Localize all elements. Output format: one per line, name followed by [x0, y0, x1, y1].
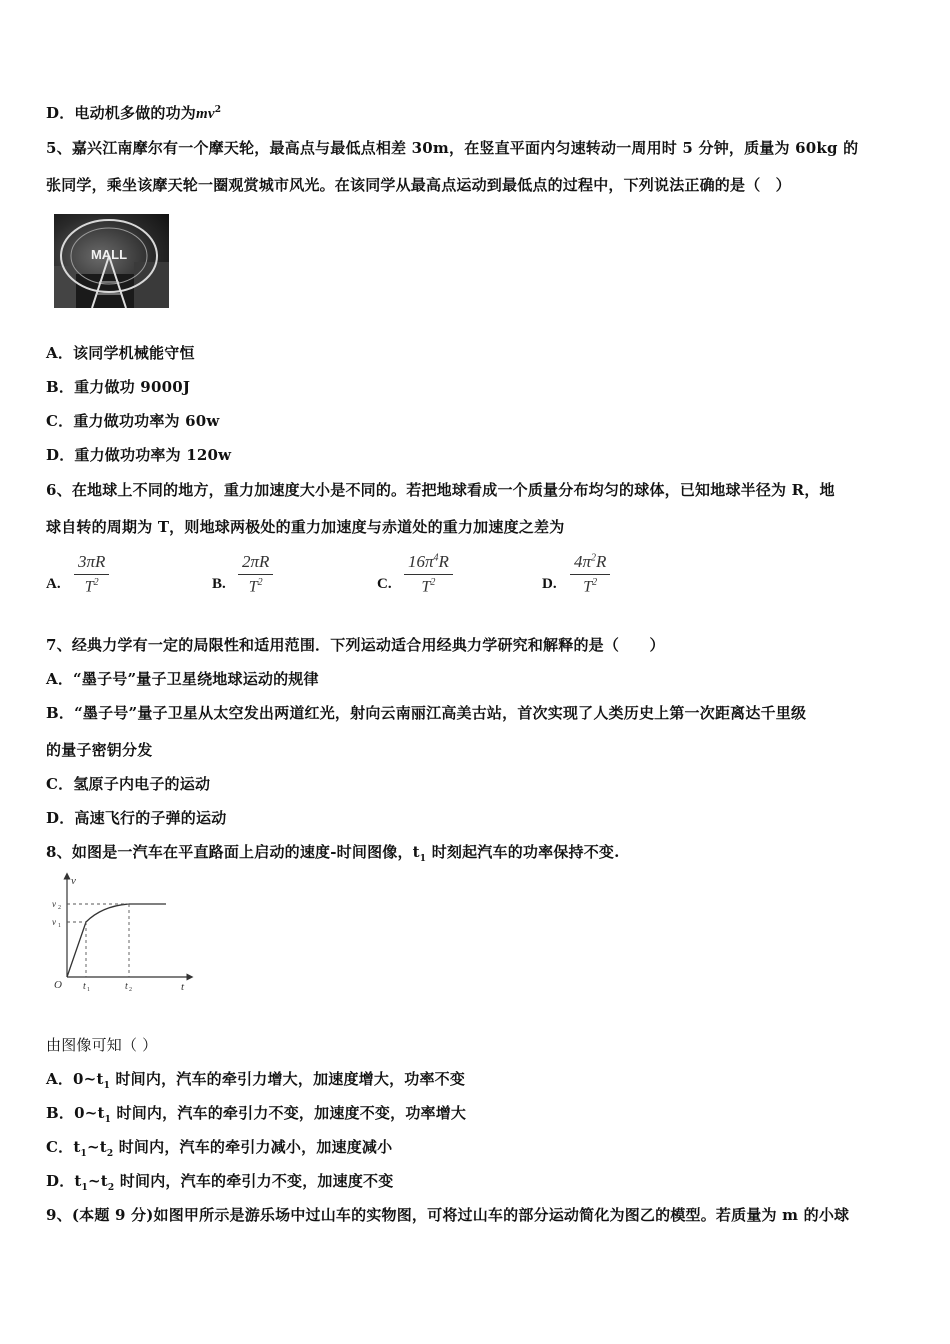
t1-label-sub: 1 [87, 987, 90, 993]
q7-option-a: A．“墨子号”量子卫星绕地球运动的规律 [46, 670, 319, 688]
den-sup: 2 [592, 577, 598, 588]
num-sup: 2 [591, 552, 597, 564]
v2-label: v [52, 899, 56, 909]
q5-stem-line1: 5、嘉兴江南摩尔有一个摩天轮，最高点与最低点相差 30m，在竖直平面内匀速转动一周用时 5 分钟，质量为 60kg 的 [46, 139, 859, 157]
q4-option-d-text: D．电动机多做的功为 [46, 104, 197, 122]
velocity-time-graph [44, 870, 204, 996]
q8-stem-sub: 1 [419, 854, 427, 864]
num-sup: 4 [433, 552, 439, 564]
num-tail: R [596, 552, 607, 571]
q6-option-a-label: A. [46, 576, 61, 592]
q4-option-d-sup: 2 [214, 105, 222, 115]
q6-option-d-fraction [570, 552, 610, 596]
q8-option-a [46, 1068, 465, 1091]
q8-b-post: 时间内，汽车的牵引力不变，加速度不变，功率增大 [111, 1104, 467, 1122]
q8-option-b [46, 1102, 466, 1125]
velocity-curve [67, 904, 166, 977]
q8-stem [46, 841, 620, 864]
q4-option-d-expr: mv [196, 106, 215, 122]
q6-option-b-denominator [238, 575, 273, 596]
q5-option-b: B．重力做功 9000J [46, 378, 191, 396]
t1-label: t [83, 981, 86, 992]
q8-stem-pre: 8、如图是一汽车在平直路面上启动的速度-时间图像，t [46, 843, 420, 861]
ferris-wheel-photo [54, 214, 169, 308]
den-t: T [84, 578, 94, 596]
q6-option-b-label: B. [212, 576, 226, 592]
den-sup: 2 [257, 577, 263, 588]
v2-label-sub: 2 [58, 905, 61, 911]
q6-option-b-fraction [238, 552, 273, 596]
q6-option-a-fraction [74, 552, 109, 596]
den-t: T [583, 578, 593, 596]
q6-option-d-denominator [570, 575, 610, 596]
q6-option-a-numerator: 3πR [74, 552, 109, 575]
q8-c-mid: ~t [86, 1138, 107, 1156]
q9-stem-line1: 9、(本题 9 分)如图甲所示是游乐场中过山车的实物图，可将过山车的部分运动简化为图乙的模型。若质量为 m 的小球 [46, 1206, 850, 1224]
q4-option-d [46, 102, 221, 123]
q6-option-d-numerator [570, 552, 610, 575]
q8-a-pre: A．0~t [46, 1070, 104, 1088]
num-main: 16π [408, 552, 434, 571]
q6-option-c-denominator [404, 575, 453, 596]
q8-c-post: 时间内，汽车的牵引力减小，加速度减小 [113, 1138, 393, 1156]
q8-d-sub1: 1 [81, 1183, 89, 1193]
t2-label: t [125, 981, 128, 992]
v1-label-sub: 1 [58, 923, 61, 929]
q8-d-sub2: 2 [107, 1183, 115, 1193]
q6-option-d-label: D. [542, 576, 557, 592]
num-main: 4π [574, 552, 592, 571]
q8-c-pre: C．t [46, 1138, 81, 1156]
v1-label: v [52, 917, 56, 927]
q8-d-post: 时间内，汽车的牵引力不变，加速度不变 [114, 1172, 394, 1190]
num-tail: R [438, 552, 449, 571]
q6-option-c-numerator [404, 552, 453, 575]
q6-option-a-denominator [74, 575, 109, 596]
mall-sign: MALL [90, 247, 128, 262]
q8-b-pre: B．0~t [46, 1104, 105, 1122]
origin-label: O [54, 979, 62, 991]
q6-option-c-label: C. [377, 576, 392, 592]
den-sup: 2 [430, 577, 436, 588]
q6-option-c-fraction [404, 552, 453, 596]
q7-stem: 7、经典力学有一定的局限性和适用范围．下列运动适合用经典力学研究和解释的是（ ） [46, 636, 665, 654]
t-axis-label: t [181, 981, 185, 993]
den-sup: 2 [93, 577, 99, 588]
q5-option-c: C．重力做功功率为 60w [46, 412, 220, 430]
q8-d-pre: D．t [46, 1172, 82, 1190]
q6-option-b-numerator: 2πR [238, 552, 273, 575]
q8-a-sub: 1 [103, 1081, 111, 1091]
q5-stem-line2: 张同学，乘坐该摩天轮一圈观赏城市风光。在该同学从最高点运动到最低点的过程中，下列说法正确的是（ ） [46, 176, 791, 194]
q8-c-sub1: 1 [80, 1149, 87, 1159]
q8-sub-stem: 由图像可知（ ） [46, 1036, 158, 1054]
q5-option-d: D．重力做功功率为 120w [46, 446, 232, 464]
den-t: T [248, 578, 258, 596]
t2-label-sub: 2 [129, 987, 132, 993]
q7-option-c: C．氢原子内电子的运动 [46, 775, 211, 793]
q8-stem-post: 时刻起汽车的功率保持不变. [426, 843, 620, 861]
den-t: T [421, 578, 431, 596]
q5-option-a: A．该同学机械能守恒 [46, 344, 195, 362]
q6-stem-line2: 球自转的周期为 T，则地球两极处的重力加速度与赤道处的重力加速度之差为 [46, 518, 565, 536]
q8-c-sub2: 2 [106, 1149, 114, 1159]
q7-option-b-line1: B．“墨子号”量子卫星从太空发出两道红光，射向云南丽江高美古站，首次实现了人类历史上第一次距离达千里级 [46, 704, 807, 722]
q7-option-b-line2: 的量子密钥分发 [46, 741, 153, 759]
q8-b-sub: 1 [104, 1115, 112, 1125]
q8-a-post: 时间内，汽车的牵引力增大，加速度增大，功率不变 [110, 1070, 466, 1088]
q8-option-d [46, 1170, 393, 1193]
v-axis-label: v [71, 875, 76, 887]
q6-stem-line1: 6、在地球上不同的地方，重力加速度大小是不同的。若把地球看成一个质量分布均匀的球体，已知地球半径为 R，地 [46, 481, 835, 499]
q8-option-c [46, 1136, 392, 1159]
q7-option-d: D．高速飞行的子弹的运动 [46, 809, 227, 827]
q8-d-mid: ~t [88, 1172, 108, 1190]
